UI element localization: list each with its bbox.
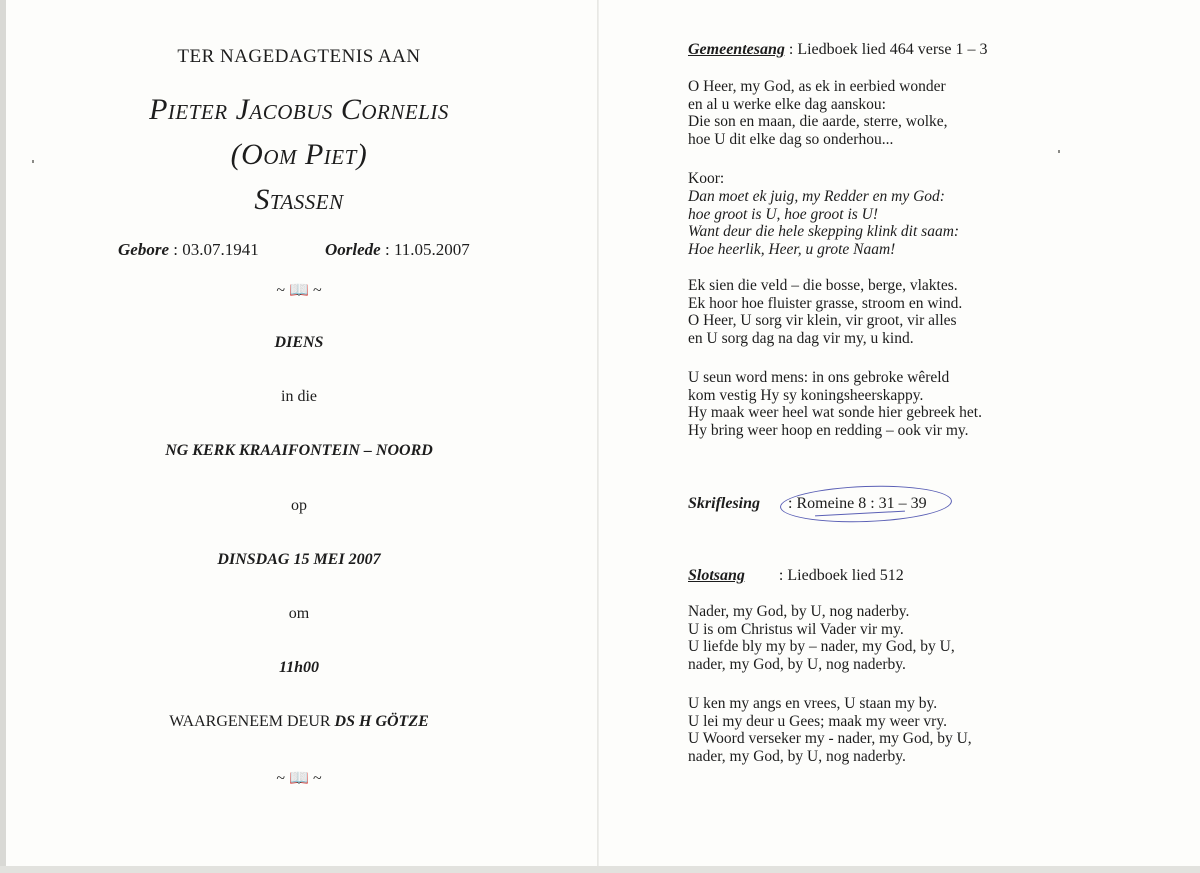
name-line-1: Pieter Jacobus Cornelis — [149, 93, 449, 126]
chorus-line: Dan moet ek juig, my Redder en my God: — [688, 188, 945, 205]
chorus-line: Hoe heerlik, Heer, u grote Naam! — [688, 240, 896, 258]
verse-line: en al u werke elke dag aanskou: — [688, 95, 886, 113]
verse-5 — [688, 695, 972, 765]
om-text: om — [288, 605, 310, 622]
verse-line: U Woord verseker my - nader, my God, by U, — [688, 730, 972, 748]
died-label: Oorlede — [325, 240, 381, 259]
verse-line: Hy maak weer heel wat sonde hier gebreek het. — [688, 404, 982, 422]
service-label: DIENS — [274, 334, 324, 351]
verse-line: U seun word mens: in ons gebroke wêreld — [688, 369, 950, 386]
verse-line: nader, my God, by U, nog naderby. — [688, 655, 906, 673]
verse-line: Nader, my God, by U, nog naderby. — [688, 603, 910, 620]
chorus-line: Want deur die hele skepping klink dit saam: — [688, 223, 960, 241]
officiated-label: WAARGENEEM DEUR — [169, 713, 331, 730]
verse-line: U liefde bly my by – nader, my God, by U, — [688, 638, 955, 656]
verse-line: Ek hoor hoe fluister grasse, stroom en wind. — [688, 294, 963, 312]
left-page — [0, 0, 598, 873]
book-ornament-top: ~ 📖 ~ — [276, 282, 322, 299]
verse-line: Die son en maan, die aarde, sterre, wolke, — [688, 113, 948, 131]
service-time: 11h00 — [278, 659, 319, 676]
book-ornament-bottom: ~ 📖 ~ — [276, 770, 322, 787]
born-row — [118, 240, 259, 260]
born-value: : 03.07.1941 — [173, 240, 259, 259]
chorus-label: Koor: — [688, 170, 725, 187]
verse-1 — [688, 78, 948, 148]
verse-line: Hy bring weer hoop en redding – ook vir my. — [688, 421, 969, 439]
verse-line: O Heer, my God, as ek in eerbied wonder — [688, 78, 946, 95]
memorial-heading: TER NAGEDAGTENIS AAN — [177, 46, 421, 67]
in-die-text: in die — [281, 388, 317, 405]
chorus — [688, 188, 959, 258]
born-label: Gebore — [118, 240, 169, 259]
op-text: op — [291, 497, 307, 514]
officiated-row — [0, 713, 598, 731]
name-line-2: (Oom Piet) — [230, 138, 368, 171]
verse-line: nader, my God, by U, nog naderby. — [688, 747, 906, 765]
died-row — [325, 240, 470, 260]
verse-4 — [688, 603, 955, 673]
verse-3 — [688, 369, 982, 439]
reading-label: Skriflesing — [688, 495, 761, 512]
hymn-1-label: Gemeentesang — [688, 41, 785, 58]
verse-2 — [688, 277, 962, 347]
chorus-line: hoe groot is U, hoe groot is U! — [688, 205, 879, 223]
verse-line: hoe U dit elke dag so onderhou... — [688, 130, 894, 148]
scan-edge-bottom — [0, 866, 1200, 873]
scan-speck — [1058, 150, 1060, 153]
verse-line: kom vestig Hy sy koningsheerskappy. — [688, 386, 924, 404]
verse-line: U ken my angs en vrees, U staan my by. — [688, 695, 938, 712]
hymn-2-value: : Liedboek lied 512 — [778, 567, 904, 584]
scan-edge-left — [0, 0, 6, 873]
hymn-2-label: Slotsang — [688, 567, 745, 584]
verse-line: Ek sien die veld – die bosse, berge, vlaktes. — [688, 277, 958, 294]
hymn-2-row — [688, 567, 904, 585]
hymn-1-row — [688, 41, 988, 59]
reading-value: : Romeine 8 : 31 – 39 — [788, 495, 927, 512]
verse-line: O Heer, U sorg vir klein, vir groot, vir alles — [688, 312, 957, 330]
officiant-name: DS H GÖTZE — [334, 713, 429, 730]
died-value: : 11.05.2007 — [384, 240, 470, 259]
name-line-3: Stassen — [254, 183, 344, 216]
service-date: DINSDAG 15 MEI 2007 — [217, 551, 381, 568]
verse-line: U is om Christus wil Vader vir my. — [688, 620, 904, 638]
verse-line: U lei my deur u Gees; maak my weer vry. — [688, 712, 947, 730]
church-name: NG KERK KRAAIFONTEIN – NOORD — [165, 442, 433, 459]
page-fold — [597, 0, 599, 873]
hymn-1-value: : Liedboek lied 464 verse 1 – 3 — [788, 41, 988, 58]
verse-line: en U sorg dag na dag vir my, u kind. — [688, 329, 914, 347]
